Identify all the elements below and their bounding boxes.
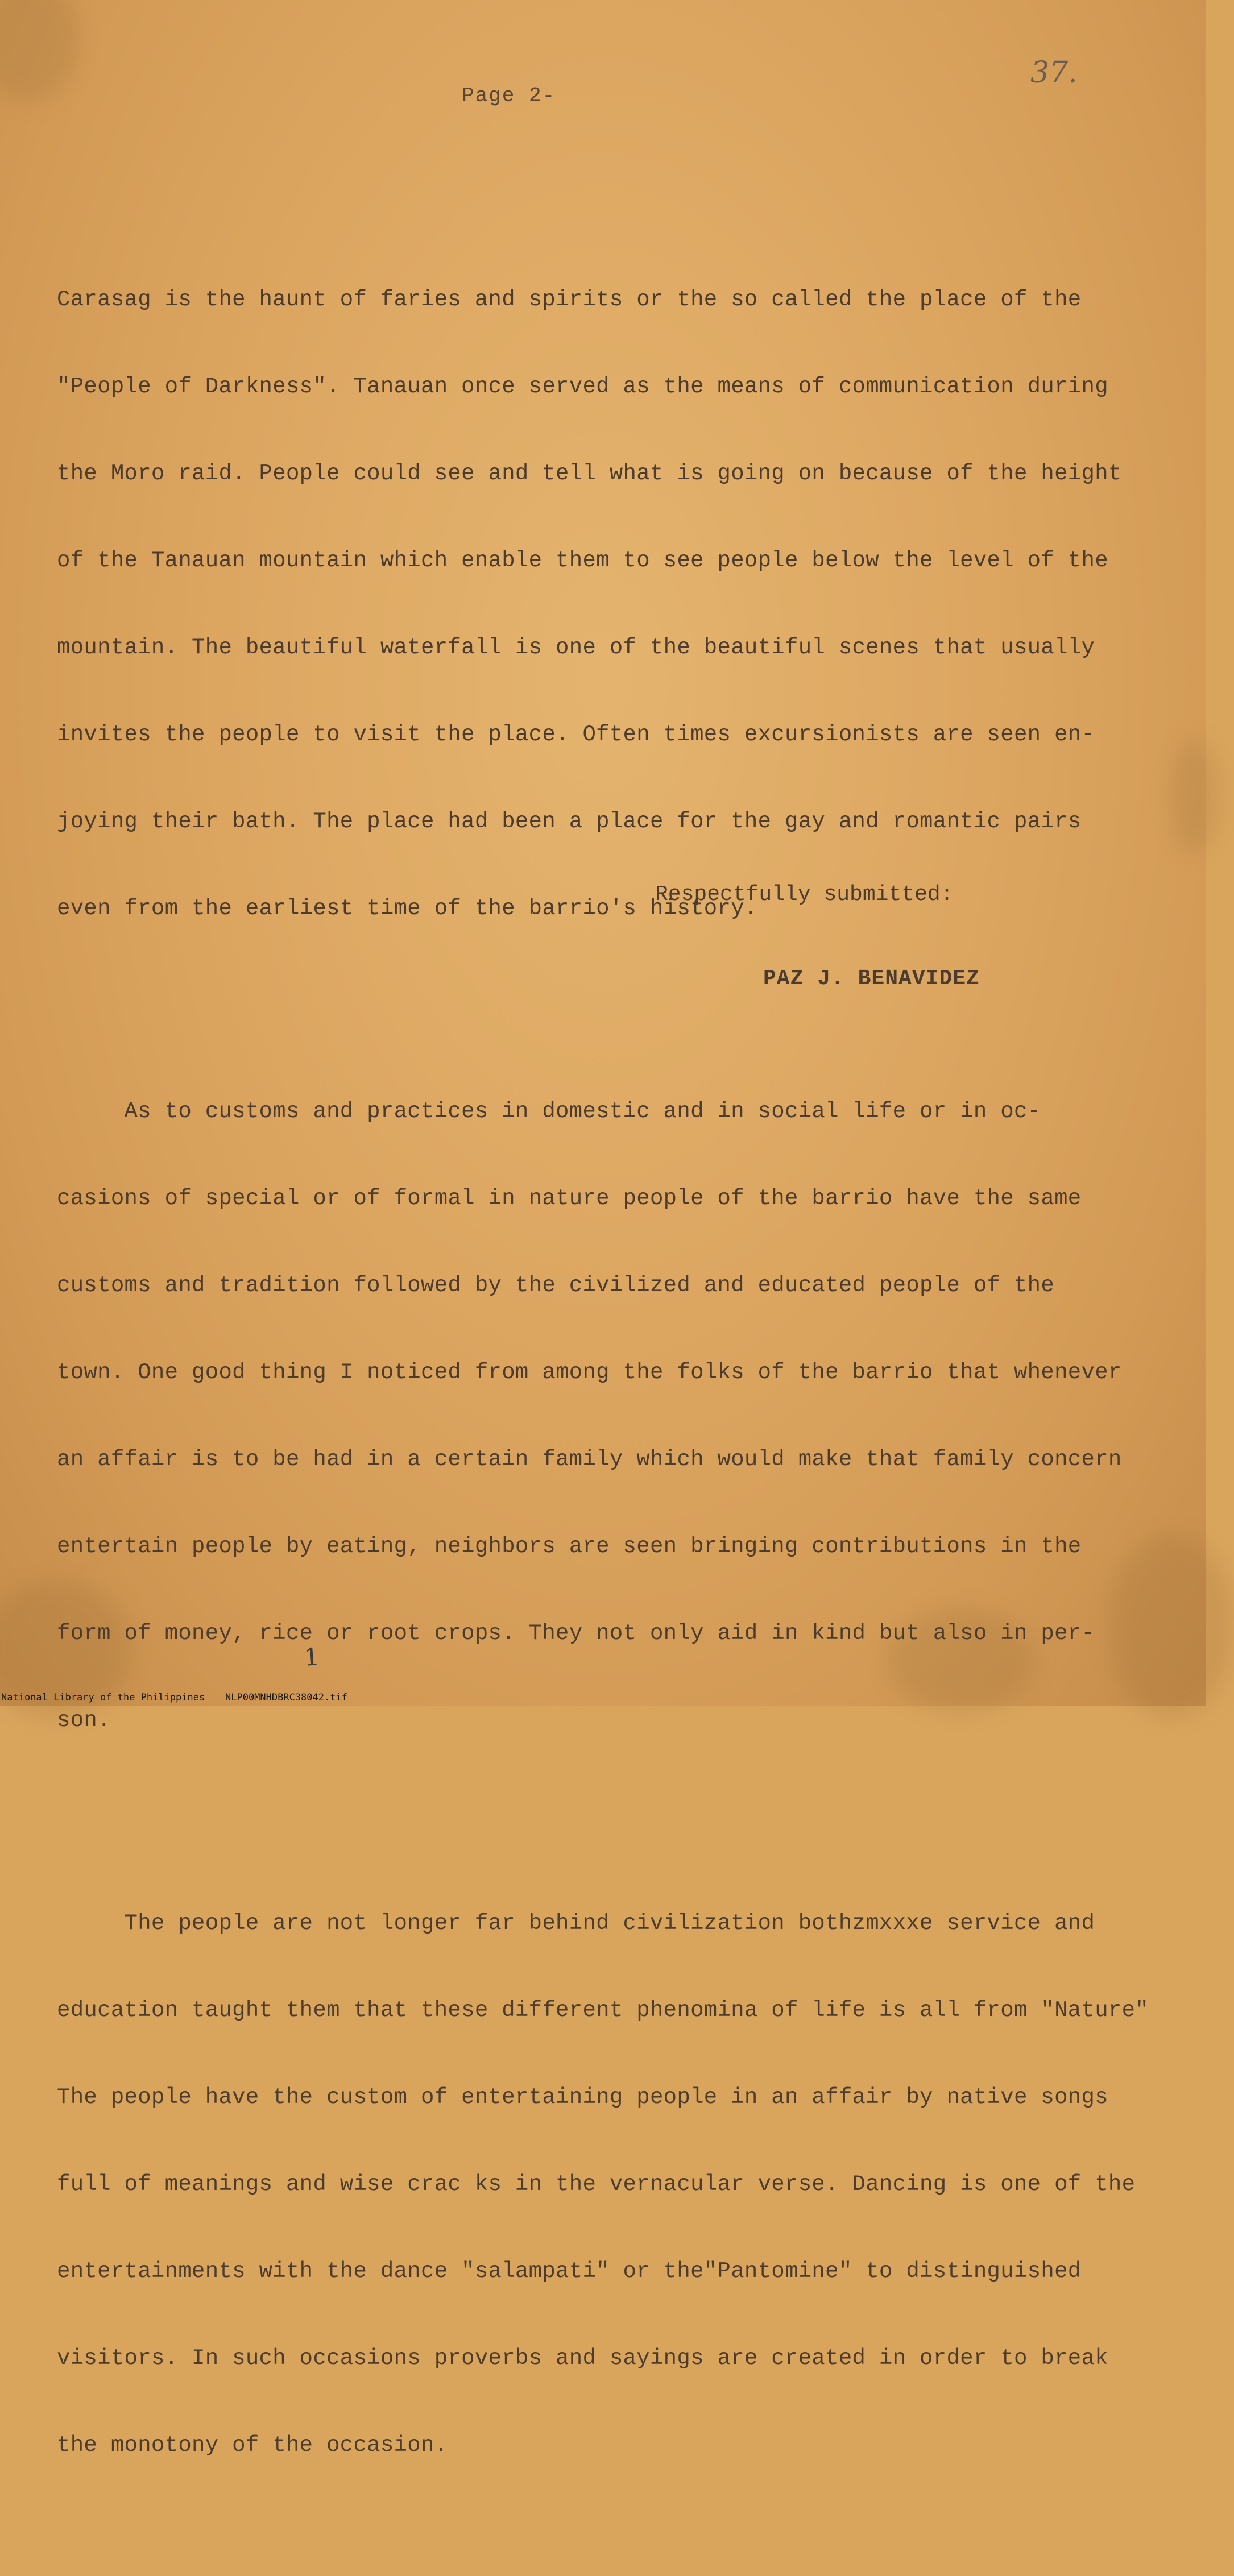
handwritten-annotation: 1: [303, 1642, 321, 1671]
text-line: entertain people by eating, neighbors are seen bringing contributions in the: [57, 1534, 1082, 1559]
text-line: full of meanings and wise crac ks in the vernacular verse. Dancing is one of the: [57, 2172, 1136, 2197]
signatory-name: PAZ J. BENAVIDEZ: [763, 966, 980, 991]
text-line: The people have the custom of entertaining people in an affair by native songs: [57, 2085, 1108, 2110]
text-line: an affair is to be had in a certain family which would make that family concern: [57, 1447, 1122, 1472]
paragraph-3: [57, 1851, 1171, 2518]
text-line: town. One good thing I noticed from among the folks of the barrio that whenever: [57, 1360, 1122, 1385]
text-line: As to customs and practices in domestic and in social life or in oc-: [57, 1099, 1041, 1124]
closing-salutation: Respectfully submitted:: [655, 882, 954, 907]
paper-stain: [1171, 739, 1217, 853]
paragraph-1: [57, 227, 1171, 981]
page-number: Page 2-: [462, 84, 556, 107]
text-line: the Moro raid. People could see and tell what is going on because of the height: [57, 461, 1122, 486]
text-line: invites the people to visit the place. Often times excursionists are seen en-: [57, 722, 1095, 747]
text-line: of the Tanauan mountain which enable them to see people below the level of the: [57, 548, 1108, 573]
text-line: casions of special or of formal in nature people of the barrio have the same: [57, 1186, 1082, 1211]
text-line: son.: [57, 1708, 111, 1733]
scan-footer: [0, 1691, 1206, 1704]
paragraph-2: [57, 1039, 1171, 1793]
text-line: education taught them that these different phenomina of life is all from "Nature": [57, 1998, 1149, 2023]
text-line: mountain. The beautiful waterfall is one of the beautiful scenes that usually: [57, 635, 1095, 660]
paper-stain: [0, 0, 80, 102]
text-line: The people are not longer far behind civilization bothzmxxxe service and: [57, 1911, 1095, 1936]
text-line: the monotony of the occasion.: [57, 2433, 448, 2458]
text-line: customs and tradition followed by the civilized and educated people of the: [57, 1273, 1055, 1298]
body-text: [57, 169, 1171, 2576]
text-line: form of money, rice or root crops. They not only aid in kind but also in per-: [57, 1621, 1095, 1646]
text-line: even from the earliest time of the barrio's history.: [57, 896, 758, 921]
text-line: visitors. In such occasions proverbs and sayings are created in order to break: [57, 2346, 1108, 2371]
scan-filename: NLP00MNHDBRC38042.tif: [225, 1692, 347, 1703]
library-credit: National Library of the Philippines: [1, 1692, 205, 1703]
text-line: Carasag is the haunt of faries and spirits or the so called the place of the: [57, 287, 1082, 312]
folio-number: 37.: [1030, 56, 1078, 90]
text-line: joying their bath. The place had been a place for the gay and romantic pairs: [57, 809, 1082, 834]
text-line: entertainments with the dance "salampati" or the"Pantomine" to distinguished: [57, 2259, 1082, 2284]
text-line: "People of Darkness". Tanauan once served as the means of communication during: [57, 374, 1108, 399]
